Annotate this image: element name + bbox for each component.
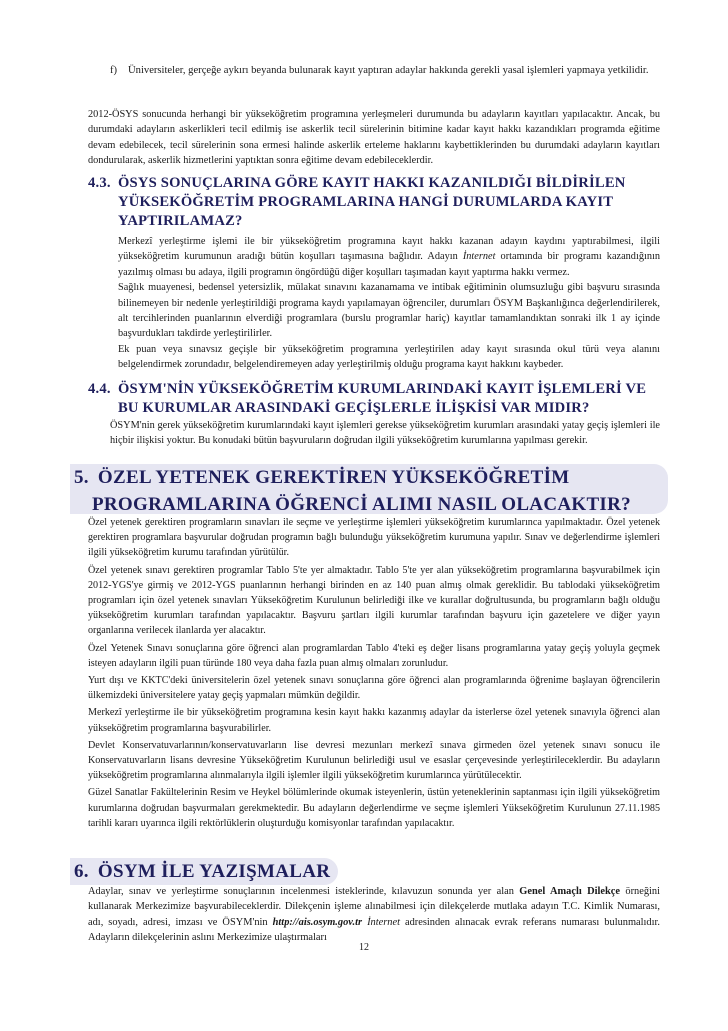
text: adresinden alınacak evrak referans numarası bulunmalıdır. Adayların dilekçelerinin aslını Merkezimize ulaştırmaları (88, 916, 661, 944)
paragraph: Ek puan veya sınavsız geçişle bir yükseköğretim programına yerleştirilen aday kayıt sırasında okul türü veya alanını belgelendirmek zorundadır, belgelendiremeyen aday yerleştirilmiş olduğu programa kayıt hakkını kaybeder. (118, 343, 660, 371)
paragraph-2012-osys (88, 107, 660, 169)
text: ortamında bir programı kazandığının yazılmış olması bu adaya, ilgili programın öngördüğü diğer koşulları taşımadan kayıt yaptırma hakkı vermez. (118, 251, 660, 278)
text-italic: İnternet (462, 251, 496, 263)
section-number: 6. (74, 861, 89, 882)
item-f-label: f) (110, 65, 118, 76)
section-number: 4.4. (88, 381, 111, 397)
item-f (104, 63, 660, 78)
paragraph: Yurt dışı ve KKTC'deki üniversitelerin özel yetenek sınavı sonuçlarına göre öğrenci alan programlarında öğrenime başlayan öğrencilerin ülkemizdeki üniversitelere yatay geçiş yapmaları mümkün değildir. (88, 675, 660, 702)
paragraph: ÖSYM'nin gerek yükseköğretim kurumlarındaki kayıt işlemleri gerekse yükseköğretim kurumları arasındaki yatay geçiş işlemleri ile hiçbir ilişkisi yoktur. Bu konudaki bütün başvuruların doğrudan ilgili yükseköğretim kurumlarına yapılması gerekir. (110, 420, 660, 447)
section-title: ÖSYS SONUÇLARINA GÖRE KAYIT HAKKI KAZANILDIĞI BİLDİRİLEN YÜKSEKÖĞRETİM PROGRAMLARINA HANGİ DURUMLARDA KAYIT YAPTIRILAMAZ? (118, 175, 626, 229)
paragraph: Sağlık muayenesi, bedensel yetersizlik, mülakat sınavını kazanamama ve intibak eğitiminin olumsuzluğu gibi başvuru sırasında bilinemeyen bir nedenle yerleştirildiği programa kaydı yapılamayan öğrenciler, durumları ÖSYM Başkanlığınca değerlendirilerek, alt tercihlerinden puanlarının elverdiği programlara (burslu programlar hariç) kayıtlar tamamlandıktan sonraki ilk 1 ay içinde başvurdukları takdirde yerleştirilirler. (118, 282, 660, 340)
text: Merkezî yerleştirme işlemi ile bir yükseköğretim programına kayıt hakkı kazanan adayın kaydını yaptırabilmesi, ilgili yükseköğretim kurumunun aradığı bütün koşulları taşımasına bağlıdır. Adayın (118, 236, 660, 263)
section-5-body (88, 515, 660, 831)
paragraph: Merkezî yerleştirme ile bir yükseköğretim programına kesin kayıt hakkı kazanmış adaylar da isterlerse özel yetenek sınavıyla öğrenci alan yükseköğretim programlarına başvurabilirler. (88, 707, 660, 734)
text-bold: Genel Amaçlı Dilekçe (519, 886, 621, 897)
section-title-line1: ÖZEL YETENEK GEREKTİREN YÜKSEKÖĞRETİM (97, 467, 570, 488)
section-4-3-heading (88, 174, 648, 231)
section-4-4-heading (88, 380, 658, 418)
paragraph (118, 234, 660, 280)
section-title: ÖSYM'NİN YÜKSEKÖĞRETİM KURUMLARINDAKİ KAYIT İŞLEMLERİ VE BU KURUMLAR ARASINDAKİ GEÇİŞLERLE İLİŞKİSİ VAR MIDIR? (118, 381, 647, 416)
item-f-text: Üniversiteler, gerçeğe aykırı beyanda bulunarak kayıt yaptıran adaylar hakkında gerekli yasal işlemleri yapmaya yetkilidir. (128, 65, 649, 76)
paragraph-text: 2012-ÖSYS sonucunda herhangi bir yükseköğretim programına yerleşmeleri durumunda bu adayların kayıtları yapılacaktır. Ancak, bu durumdaki adayların askerlikleri tecil edilmiş ise askerlik tecil sürelerinin bitimine kadar kayıt hakkı kazandıkları programda eğitime devam edebilecek, tecil sürelerinin sona ermesi halinde askerlik erteleme haklarını kaybettiklerinden bu durumdaki adayların kayıtları dondurularak, askerlik hizmetlerini yaptıktan sonra eğitime devam edebileceklerdir. (88, 109, 660, 167)
section-title-line2: PROGRAMLARINA ÖĞRENCİ ALIMI NASIL OLACAKTIR? (92, 494, 631, 515)
paragraph: Özel Yetenek Sınavı sonuçlarına göre öğrenci alan programlardan Tablo 4'teki eş değer lisans programlarına yatay geçiş yoluyla geçmek isteyen adayların ilgili puan türünde 180 veya daha fazla puan almış olmaları zorunludur. (88, 642, 660, 669)
text-italic: İnternet (367, 916, 400, 928)
ais-link[interactable]: http://ais.osym.gov.tr (272, 916, 363, 928)
section-number: 5. (74, 467, 89, 488)
text: Adaylar, sınav ve yerleştirme sonuçlarının incelenmesi isteklerinde, kılavuzun sonunda yer alan (88, 886, 520, 897)
section-title: ÖSYM İLE YAZIŞMALAR (97, 861, 331, 882)
paragraph: Güzel Sanatlar Fakültelerinin Resim ve Heykel bölümlerinde okumak isteyenlerin, üstün yeteneklerinin saptanması için ilgili yükseköğretim kurumlarına doğrudan başvurmaları gerekmektedir. Bu adayların değerlendirme ve seçme işlemleri Yükseköğretim Kurulunun 27.11.1985 tarihli kararı uyarınca ilgili rektörlüklerin oluşturduğu komisyonlar tarafından yapılacaktır. (88, 787, 660, 829)
section-4-3-body (118, 234, 660, 373)
paragraph (88, 884, 660, 946)
section-6-heading (74, 858, 344, 885)
section-number: 4.3. (88, 175, 111, 191)
section-5-heading (74, 464, 664, 518)
section-6-body (88, 884, 660, 946)
text: örneğini kullanarak Merkezimize başvurabileceklerdir. Dilekçenin işleme alınabilmesi için dilekçelerde mutlaka adayın T.C. Kimlik Numarası, adı, soyadı, adresi, imzası ve ÖSYM'nin (88, 886, 660, 928)
section-4-4-body (110, 418, 660, 449)
paragraph: Özel yetenek gerektiren programların sınavları ile seçme ve yerleştirme işlemleri yükseköğretim kurumlarınca yapılmaktadır. Özel yetenek gerektiren programlara başvurular doğrudan programın bağlı bulunduğu yükseköğretim kurumuna yapılır. Sınav ve değerlendirme işlemleri ilgili yükseköğretim kurumu tarafından yürütülür. (88, 517, 660, 559)
page-number: 12 (354, 942, 374, 953)
paragraph: Devlet Konservatuvarlarının/konservatuvarların lise devresi mezunları merkezî sınava girmeden özel yetenek sınavı sonucu ile Konservatuvarların lisans devresine Yükseköğretim Kurulunun belirlediği usul ve esaslar çerçevesinde yerleştirileceklerdir. Bu adayların yükseköğretim programlarına alınmalarıyla ilgili işlemler ilgili yükseköğretim kurumlarınca yürütülecektir. (88, 739, 660, 782)
paragraph: Özel yetenek sınavı gerektiren programlar Tablo 5'te yer almaktadır. Tablo 5'te yer alan yükseköğretim programlarına başvurabilmek için 2012-YGS'ye girmiş ve 2012-YGS puanlarının herhangi birinden en az 140 puan almış olmak gereklidir. Bu tablodaki yükseköğretim programları için özel yetenek sınavları Yükseköğretim Kurulunun belirlediği ilke ve kurallar doğrultusunda, bu programların bağlı olduğu yükseköğretim kurumları tarafından yapılacaktır. Başvuru şartları ilgili kurumlar tarafından başvuru için gazetelere ve diğer yayın organlarına verilecek ilanlarda yer alacaktır. (88, 564, 660, 637)
